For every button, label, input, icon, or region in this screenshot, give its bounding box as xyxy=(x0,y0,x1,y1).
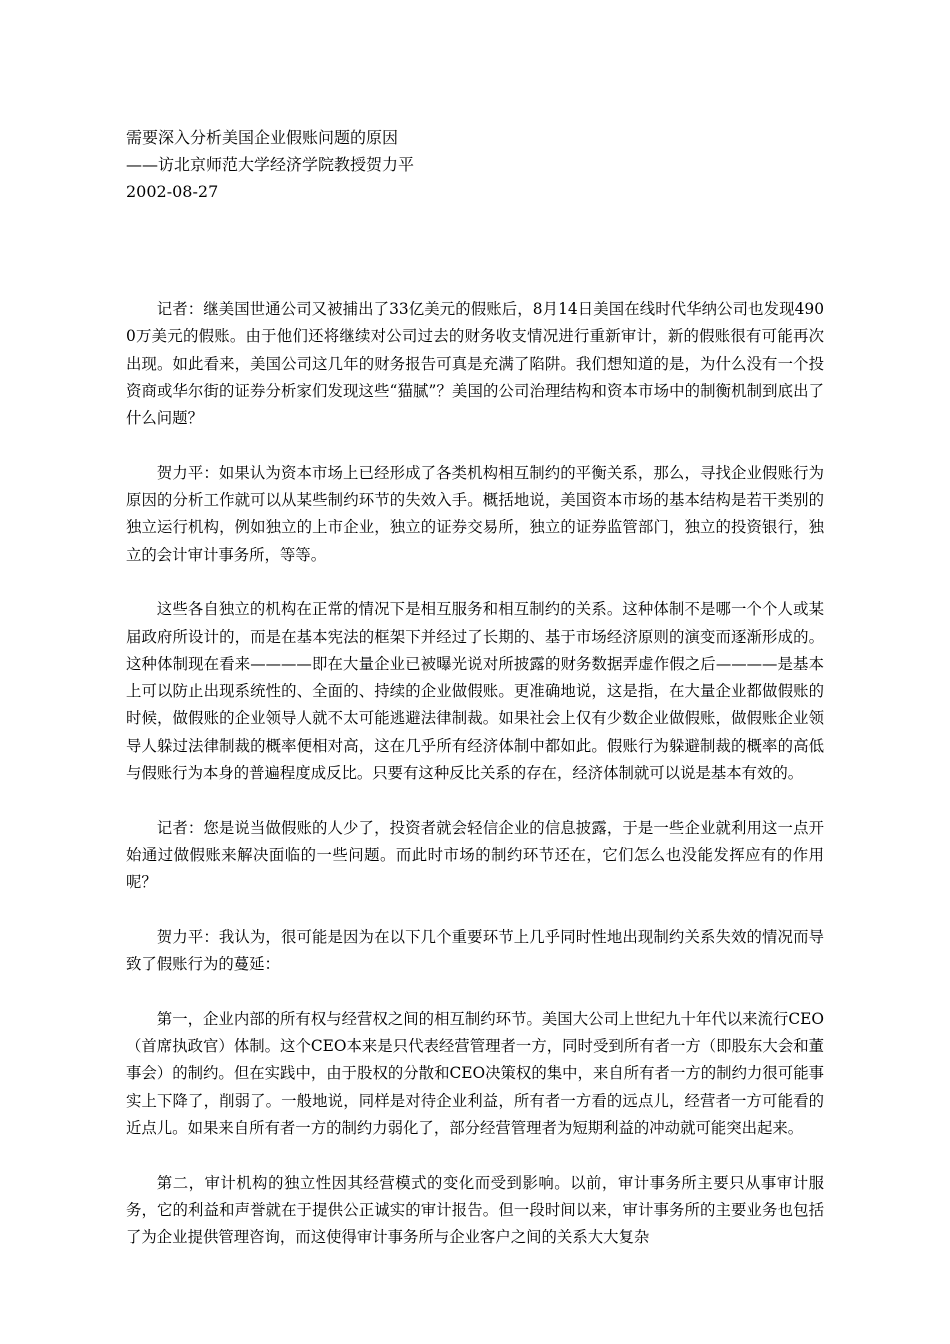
document-body xyxy=(126,296,824,1279)
document-title: 需要深入分析美国企业假账问题的原因 xyxy=(126,128,399,147)
document-header xyxy=(126,124,826,205)
document-date: 2002-08-27 xyxy=(126,182,219,201)
paragraph-answer-2: 这些各自独立的机构在正常的情况下是相互服务和相互制约的关系。这种体制不是哪一个个人或某届政府所设计的，而是在基本宪法的框架下并经过了长期的、基于市场经济原则的演变而逐渐形成的。这种体制现在看来————即在大量企业已被曝光说对所披露的财务数据弄虚作假之后————是基本上可以防止出现系统性的、全面的、持续的企业做假账。更准确地说，这是指，在大量企业都做假账的时候，做假账的企业领导人就不太可能逃避法律制裁。如果社会上仅有少数企业做假账，做假账企业领导人躲过法律制裁的概率便相对高，这在几乎所有经济体制中都如此。假账行为躲避制裁的概率的高低与假账行为本身的普遍程度成反比。只要有这种反比关系的存在，经济体制就可以说是基本有效的。 xyxy=(126,600,824,783)
paragraph-answer-3: 贺力平：我认为，很可能是因为在以下几个重要环节上几乎同时性地出现制约关系失效的情况而导致了假账行为的蔓延： xyxy=(126,927,824,974)
document-subtitle: ——访北京师范大学经济学院教授贺力平 xyxy=(126,155,415,174)
paragraph-point-2: 第二，审计机构的独立性因其经营模式的变化而受到影响。以前，审计事务所主要只从事审计服务，它的利益和声誉就在于提供公正诚实的审计报告。但一段时间以来，审计事务所的主要业务也包括了为企业提供管理咨询，而这使得审计事务所与企业客户之间的关系大大复杂 xyxy=(126,1173,824,1247)
paragraph-point-1: 第一，企业内部的所有权与经营权之间的相互制约环节。美国大公司上世纪九十年代以来流行CEO（首席执政官）体制。这个CEO本来是只代表经营管理者一方，同时受到所有者一方（即股东大会和董事会）的制约。但在实践中，由于股权的分散和CEO决策权的集中，来自所有者一方的制约力很可能事实上下降了，削弱了。一般地说，同样是对待企业利益，所有者一方看的远点儿，经营者一方可能看的近点儿。如果来自所有者一方的制约力弱化了，部分经营管理者为短期利益的冲动就可能突出起来。 xyxy=(126,1009,824,1137)
paragraph-reporter-question-2: 记者：您是说当做假账的人少了，投资者就会轻信企业的信息披露，于是一些企业就利用这一点开始通过做假账来解决面临的一些问题。而此时市场的制约环节还在，它们怎么也没能发挥应有的作用呢？ xyxy=(126,818,824,892)
paragraph-reporter-question-1: 记者：继美国世通公司又被捕出了33亿美元的假账后，8月14日美国在线时代华纳公司也发现4900万美元的假账。由于他们还将继续对公司过去的财务收支情况进行重新审计，新的假账很有可能再次出现。如此看来，美国公司这几年的财务报告可真是充满了陷阱。我们想知道的是，为什么没有一个投资商或华尔街的证券分析家们发现这些“猫腻”？美国的公司治理结构和资本市场中的制衡机制到底出了什么问题？ xyxy=(126,300,824,428)
paragraph-answer-1: 贺力平：如果认为资本市场上已经形成了各类机构相互制约的平衡关系，那么，寻找企业假账行为原因的分析工作就可以从某些制约环节的失效入手。概括地说，美国资本市场的基本结构是若干类别的独立运行机构，例如独立的上市企业，独立的证券交易所，独立的证券监管部门，独立的投资银行，独立的会计审计事务所，等等。 xyxy=(126,463,824,564)
